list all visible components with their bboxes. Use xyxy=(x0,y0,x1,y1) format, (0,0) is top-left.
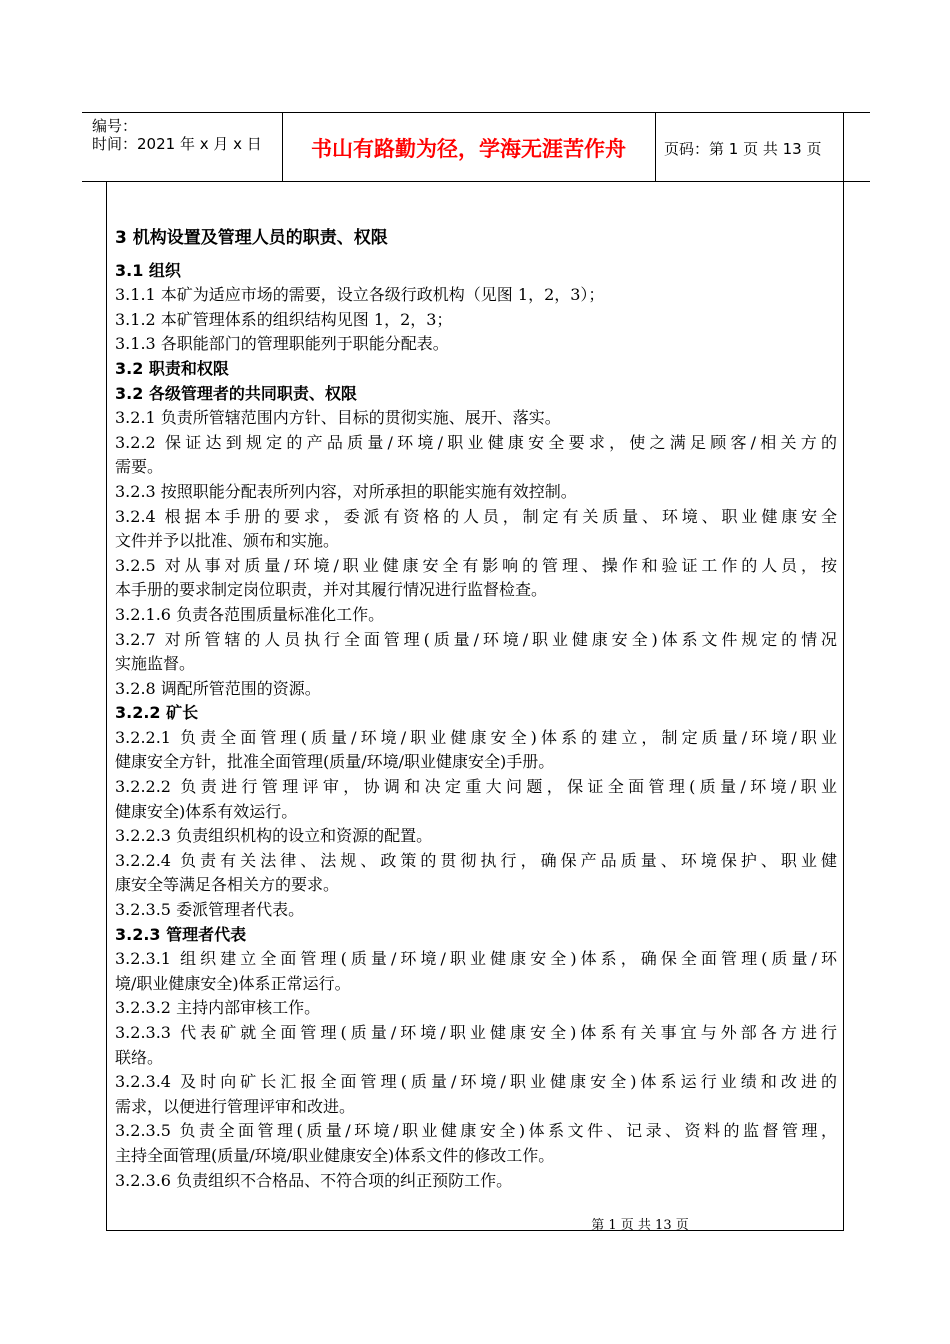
body-line: 3.2.3.6 负责组织不合格品、不符合项的纠正预防工作。 xyxy=(115,1170,513,1190)
body-line: 3.2.3 按照职能分配表所列内容，对所承担的职能实施有效控制。 xyxy=(115,481,577,501)
body-line: 3.2.3.1 组织建立全面管理(质量/环境/职业健康安全)体系，确保全面管理(质量/环 xyxy=(115,949,837,969)
body-bottom-border xyxy=(106,1230,844,1231)
body-line: 3.1.3 各职能部门的管理职能列于职能分配表。 xyxy=(115,334,449,354)
document-body xyxy=(115,226,837,1193)
header-divider-3 xyxy=(843,112,844,181)
body-right-border xyxy=(843,181,844,1230)
body-line: 3.2.5 对从事对质量/环境/职业健康安全有影响的管理、操作和验证工作的人员，按 xyxy=(115,555,837,575)
body-line: 3.1.1 本矿为适应市场的需要，设立各级行政机构（见图 1，2，3）； xyxy=(115,285,605,305)
page-number-label: 页码：第 1 页 共 13 页 xyxy=(664,140,822,158)
body-line: 需要。 xyxy=(115,457,164,477)
body-line: 3.2.3.5 委派管理者代表。 xyxy=(115,900,305,920)
body-line: 3.2.4 根据本手册的要求，委派有资格的人员，制定有关质量、环境、职业健康安全 xyxy=(115,506,837,526)
body-line: 健康安全)体系有效运行。 xyxy=(115,801,298,821)
section-heading: 3.2 各级管理者的共同职责、权限 xyxy=(115,383,357,403)
body-line: 需求，以便进行管理评审和改进。 xyxy=(115,1096,356,1116)
header-bottom-border xyxy=(82,181,870,182)
body-line: 3.2.2.1 负责全面管理(质量/环境/职业健康安全)体系的建立，制定质量/环境/职业 xyxy=(115,727,837,747)
section-heading: 3.2 职责和权限 xyxy=(115,358,229,378)
body-line: 3.2.1 负责所管辖范围内方针、目标的贯彻实施、展开、落实。 xyxy=(115,408,561,428)
body-line: 3.2.2.3 负责组织机构的设立和资源的配置。 xyxy=(115,826,433,846)
body-line: 实施监督。 xyxy=(115,654,196,674)
page-footer: 第 1 页 共 13 页 xyxy=(591,1218,689,1233)
section-heading: 3.2.2 矿长 xyxy=(115,703,199,723)
body-line: 境/职业健康安全)体系正常运行。 xyxy=(115,973,351,993)
body-line: 健康安全方针，批准全面管理(质量/环境/职业健康安全)手册。 xyxy=(115,752,555,772)
body-line: 3.2.7 对所管辖的人员执行全面管理(质量/环境/职业健康安全)体系文件规定的情况 xyxy=(115,629,837,649)
body-line: 本手册的要求制定岗位职责，并对其履行情况进行监督检查。 xyxy=(115,580,548,600)
body-line: 3.2.2 保证达到规定的产品质量/环境/职业健康安全要求，使之满足顾客/相关方的 xyxy=(115,432,837,452)
body-line: 3.2.8 调配所管范围的资源。 xyxy=(115,678,321,698)
header-divider-2 xyxy=(655,112,656,181)
body-left-border xyxy=(106,181,107,1230)
body-line: 3.2.3.5 负责全面管理(质量/环境/职业健康安全)体系文件、记录、资料的监督管理， xyxy=(115,1121,837,1141)
body-line: 联络。 xyxy=(115,1047,164,1067)
body-line: 3.1.2 本矿管理体系的组织结构见图 1，2，3； xyxy=(115,309,453,329)
body-line: 主持全面管理(质量/环境/职业健康安全)体系文件的修改工作。 xyxy=(115,1145,555,1165)
section-heading: 3 机构设置及管理人员的职责、权限 xyxy=(115,228,388,248)
body-line: 3.2.1.6 负责各范围质量标准化工作。 xyxy=(115,604,385,624)
body-line: 文件并予以批准、颁布和实施。 xyxy=(115,531,340,551)
document-number-label: 编号： xyxy=(92,117,138,135)
header-top-border xyxy=(82,112,870,113)
header-motto: 书山有路勤为径，学海无涯苦作舟 xyxy=(311,137,626,161)
body-line: 3.2.3.3 代表矿就全面管理(质量/环境/职业健康安全)体系有关事宜与外部各方进行 xyxy=(115,1023,837,1042)
body-line: 3.2.2.2 负责进行管理评审，协调和决定重大问题，保证全面管理(质量/环境/职业 xyxy=(115,777,837,797)
body-line: 3.2.3.4 及时向矿长汇报全面管理(质量/环境/职业健康安全)体系运行业绩和改进的 xyxy=(115,1072,837,1092)
section-heading: 3.2.3 管理者代表 xyxy=(115,924,247,944)
body-line: 康安全等满足各相关方的要求。 xyxy=(115,875,340,895)
body-line: 3.2.3.2 主持内部审核工作。 xyxy=(115,998,321,1018)
document-time-label: 时间：2021 年 x 月 x 日 xyxy=(92,135,262,153)
section-heading: 3.1 组织 xyxy=(115,260,181,280)
body-line: 3.2.2.4 负责有关法律、法规、政策的贯彻执行，确保产品质量、环境保护、职业健 xyxy=(115,850,837,870)
